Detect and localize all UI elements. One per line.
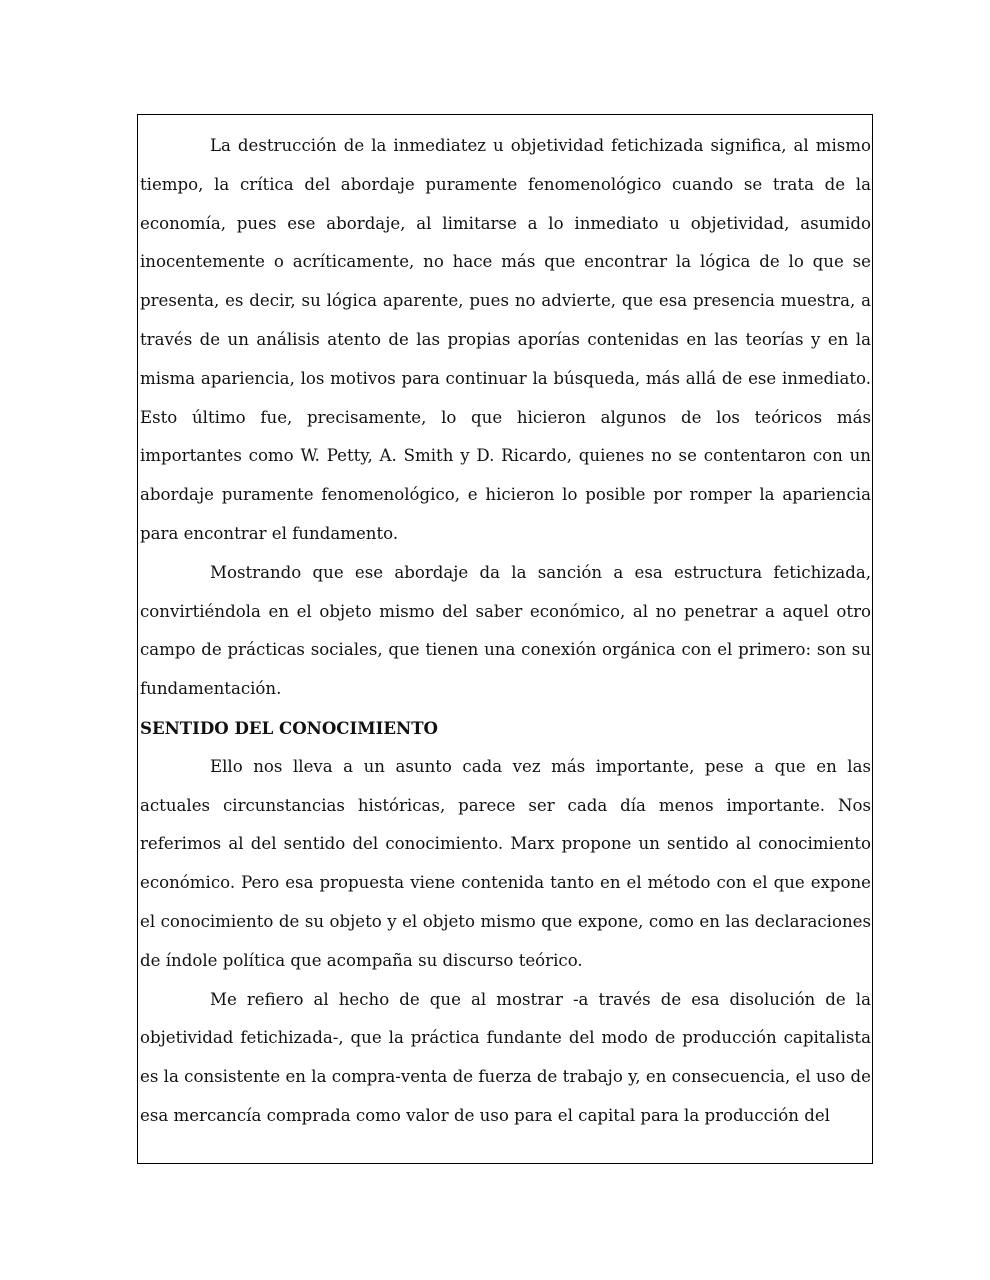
paragraph-3: Ello nos lleva a un asunto cada vez más importante, pese a que en las actuales circunstancias históricas, parece ser cada día menos importante. Nos referimos al del sentido del conocimiento. Marx propone un sentido al conocimiento económico. Pero esa propuesta viene contenida tanto en el método con el que expone el conocimiento de su objeto y el objeto mismo que expone, como en las declaraciones de índole política que acompaña su discurso teórico.	[140, 756, 871, 970]
section-heading: SENTIDO DEL CONOCIMIENTO	[140, 717, 439, 738]
paragraph-1: La destrucción de la inmediatez u objetividad fetichizada significa, al mismo tiempo, la crítica del abordaje puramente fenomenológico cuando se trata de la economía, pues ese abordaje, al limitarse a lo inmediato u objetividad, asumido inocentemente o acríticamente, no hace más que encontrar la lógica de lo que se presenta, es decir, su lógica aparente, pues no advierte, que esa presencia muestra, a través de un análisis atento de las propias aporías contenidas en las teorías y en la misma apariencia, los motivos para continuar la búsqueda, más allá de ese inmediato. Esto último fue, precisamente, lo que hicieron algunos de los teóricos más importantes como W. Petty, A. Smith y D. Ricardo, quienes no se contentaron con un abordaje puramente fenomenológico, e hicieron lo posible por romper la apariencia para encontrar el fundamento.	[140, 136, 871, 543]
document-body	[140, 127, 871, 1136]
paragraph-2: Mostrando que ese abordaje da la sanción a esa estructura fetichizada, convirtiéndola en el objeto mismo del saber económico, al no penetrar a aquel otro campo de prácticas sociales, que tienen una conexión orgánica con el primero: son su fundamentación.	[140, 562, 871, 699]
page-frame	[137, 114, 873, 1164]
paragraph-4: Me refiero al hecho de que al mostrar -a través de esa disolución de la objetividad fetichizada-, que la práctica fundante del modo de producción capitalista es la consistente en la compra-venta de fuerza de trabajo y, en consecuencia, el uso de esa mercancía comprada como valor de uso para el capital para la producción del	[140, 989, 871, 1125]
